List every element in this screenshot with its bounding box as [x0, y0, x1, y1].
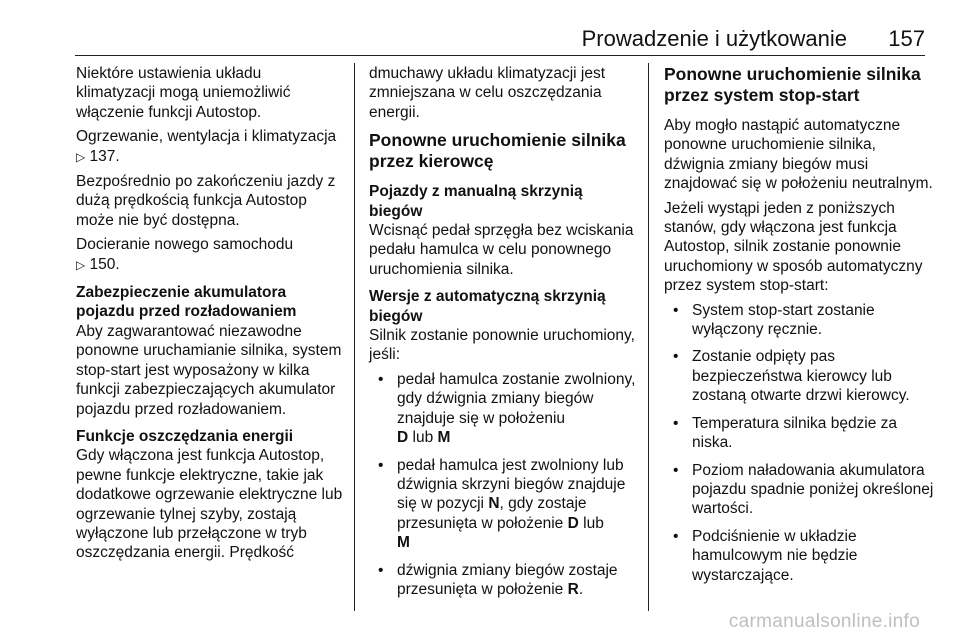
page-reference[interactable]: 137. [89, 147, 120, 165]
column-2 [369, 64, 637, 607]
list-item: • Zostanie odpięty pas bezpieczeństwa kierowcy lub zostaną otwarte drzwi kierowcy. [673, 348, 910, 405]
paragraph-hvac-ref: Ogrzewanie, wentylacja i klimatyzacja ▷ 137. [76, 127, 344, 167]
paragraph-battery-protection: Aby zagwarantować niezawodne ponowne uruchamianie silnika, system stop-start jest wyposażony w kilka funkcji zabezpieczających akumulator pojazdu przed rozładowaniem. [76, 322, 342, 418]
heading-system-restart: Ponowne uruchomienie silnika przez system stop-start [664, 64, 921, 105]
list-item: • pedał hamulca zostanie zwolniony, gdy dźwignia zmiany biegów znajduje się w położeniu D lub M [378, 370, 636, 447]
list-item: • pedał hamulca jest zwolniony lub dźwignia skrzyni biegów znajduje się w pozycji N, gdy zostaje przesunięta w położenie D lub M [378, 456, 626, 552]
paragraph-energy-saving: Gdy włączona jest funkcja Autostop, pewne funkcje elektryczne, takie jak dodatkowe ogrzewanie elektryczne lub ogrzewanie tylnej szyby, zostają wyłączone lub przełączone w tryb oszczędzania energii. Prędkość [76, 447, 343, 562]
heading-automatic-gearbox: Wersje z automatyczną skrzynią biegów [369, 288, 606, 325]
heading-manual-gearbox: Pojazdy z manualną skrzynią biegów [369, 183, 583, 220]
paragraph-conditions: Jeżeli wystąpi jeden z poniższych stanów, gdy włączona jest funkcja Autostop, silnik zostanie ponownie uruchomiony w sposób automatyczny przez system stop-start: [664, 199, 923, 295]
page-number: 157 [888, 26, 925, 51]
list-item: • Poziom naładowania akumulatora pojazdu spadnie poniżej określonej wartości. [673, 461, 934, 518]
list-item: • Temperatura silnika będzie za niska. [673, 414, 898, 452]
bullet-icon: • [673, 527, 679, 545]
page-title: Prowadzenie i użytkowanie [581, 26, 847, 51]
paragraph-automatic-gearbox: Silnik zostanie ponownie uruchomiony, jeśli: [369, 327, 635, 364]
bullet-icon: • [378, 370, 384, 388]
paragraph-manual-gearbox: Wcisnąć pedał sprzęgła bez wciskania pedału hamulca w celu ponownego uruchomienia silnika. [369, 222, 634, 278]
bullet-icon: • [673, 301, 679, 319]
heading-driver-restart: Ponowne uruchomienie silnika przez kierowcę [369, 130, 626, 172]
column-3 [664, 64, 936, 593]
paragraph-neutral-gear: Aby mogło nastąpić automatyczne ponowne uruchomienie silnika, dźwignia zmiany biegów musi znajdować się w położeniu neutralnym. [664, 117, 933, 193]
paragraph-high-speed: Bezpośrednio po zakończeniu jazdy z dużą prędkością funkcja Autostop może nie być dostępna. [76, 173, 336, 229]
header-rule [75, 55, 925, 56]
paragraph-fan-speed: dmuchawy układu klimatyzacji jest zmniejszana w celu oszczędzania energii. [369, 65, 606, 121]
heading-energy-saving: Funkcje oszczędzania energii [76, 427, 294, 445]
paragraph-break-in-ref: Docieranie nowego samochodu ▷ 150. [76, 235, 344, 275]
bullet-icon: • [673, 414, 679, 432]
page-header [75, 24, 925, 54]
heading-battery-protection: Zabezpieczenie akumulatora pojazdu przed rozładowaniem [76, 284, 297, 321]
reference-arrow-icon: ▷ [76, 149, 86, 164]
list-item: • System stop-start zostanie wyłączony ręcznie. [673, 301, 875, 339]
watermark-text: carmanualsonline.info [728, 611, 920, 632]
reference-arrow-icon: ▷ [76, 257, 86, 272]
automatic-conditions-list [369, 370, 637, 599]
column-divider-1 [354, 63, 355, 611]
system-conditions-list [664, 301, 936, 585]
page-reference[interactable]: 150. [89, 255, 120, 273]
bullet-icon: • [378, 456, 384, 474]
bullet-icon: • [673, 461, 679, 479]
column-divider-2 [648, 63, 649, 611]
list-item: • dźwignia zmiany biegów zostaje przesunięta w położenie R. [378, 561, 618, 598]
paragraph-climate-settings: Niektóre ustawienia układu klimatyzacji mogą uniemożliwić włączenie funkcji Autostop. [76, 65, 291, 121]
bullet-icon: • [378, 561, 384, 579]
column-1 [76, 64, 344, 568]
bullet-icon: • [673, 348, 679, 366]
list-item: • Podciśnienie w układzie hamulcowym nie będzie wystarczające. [673, 527, 858, 584]
